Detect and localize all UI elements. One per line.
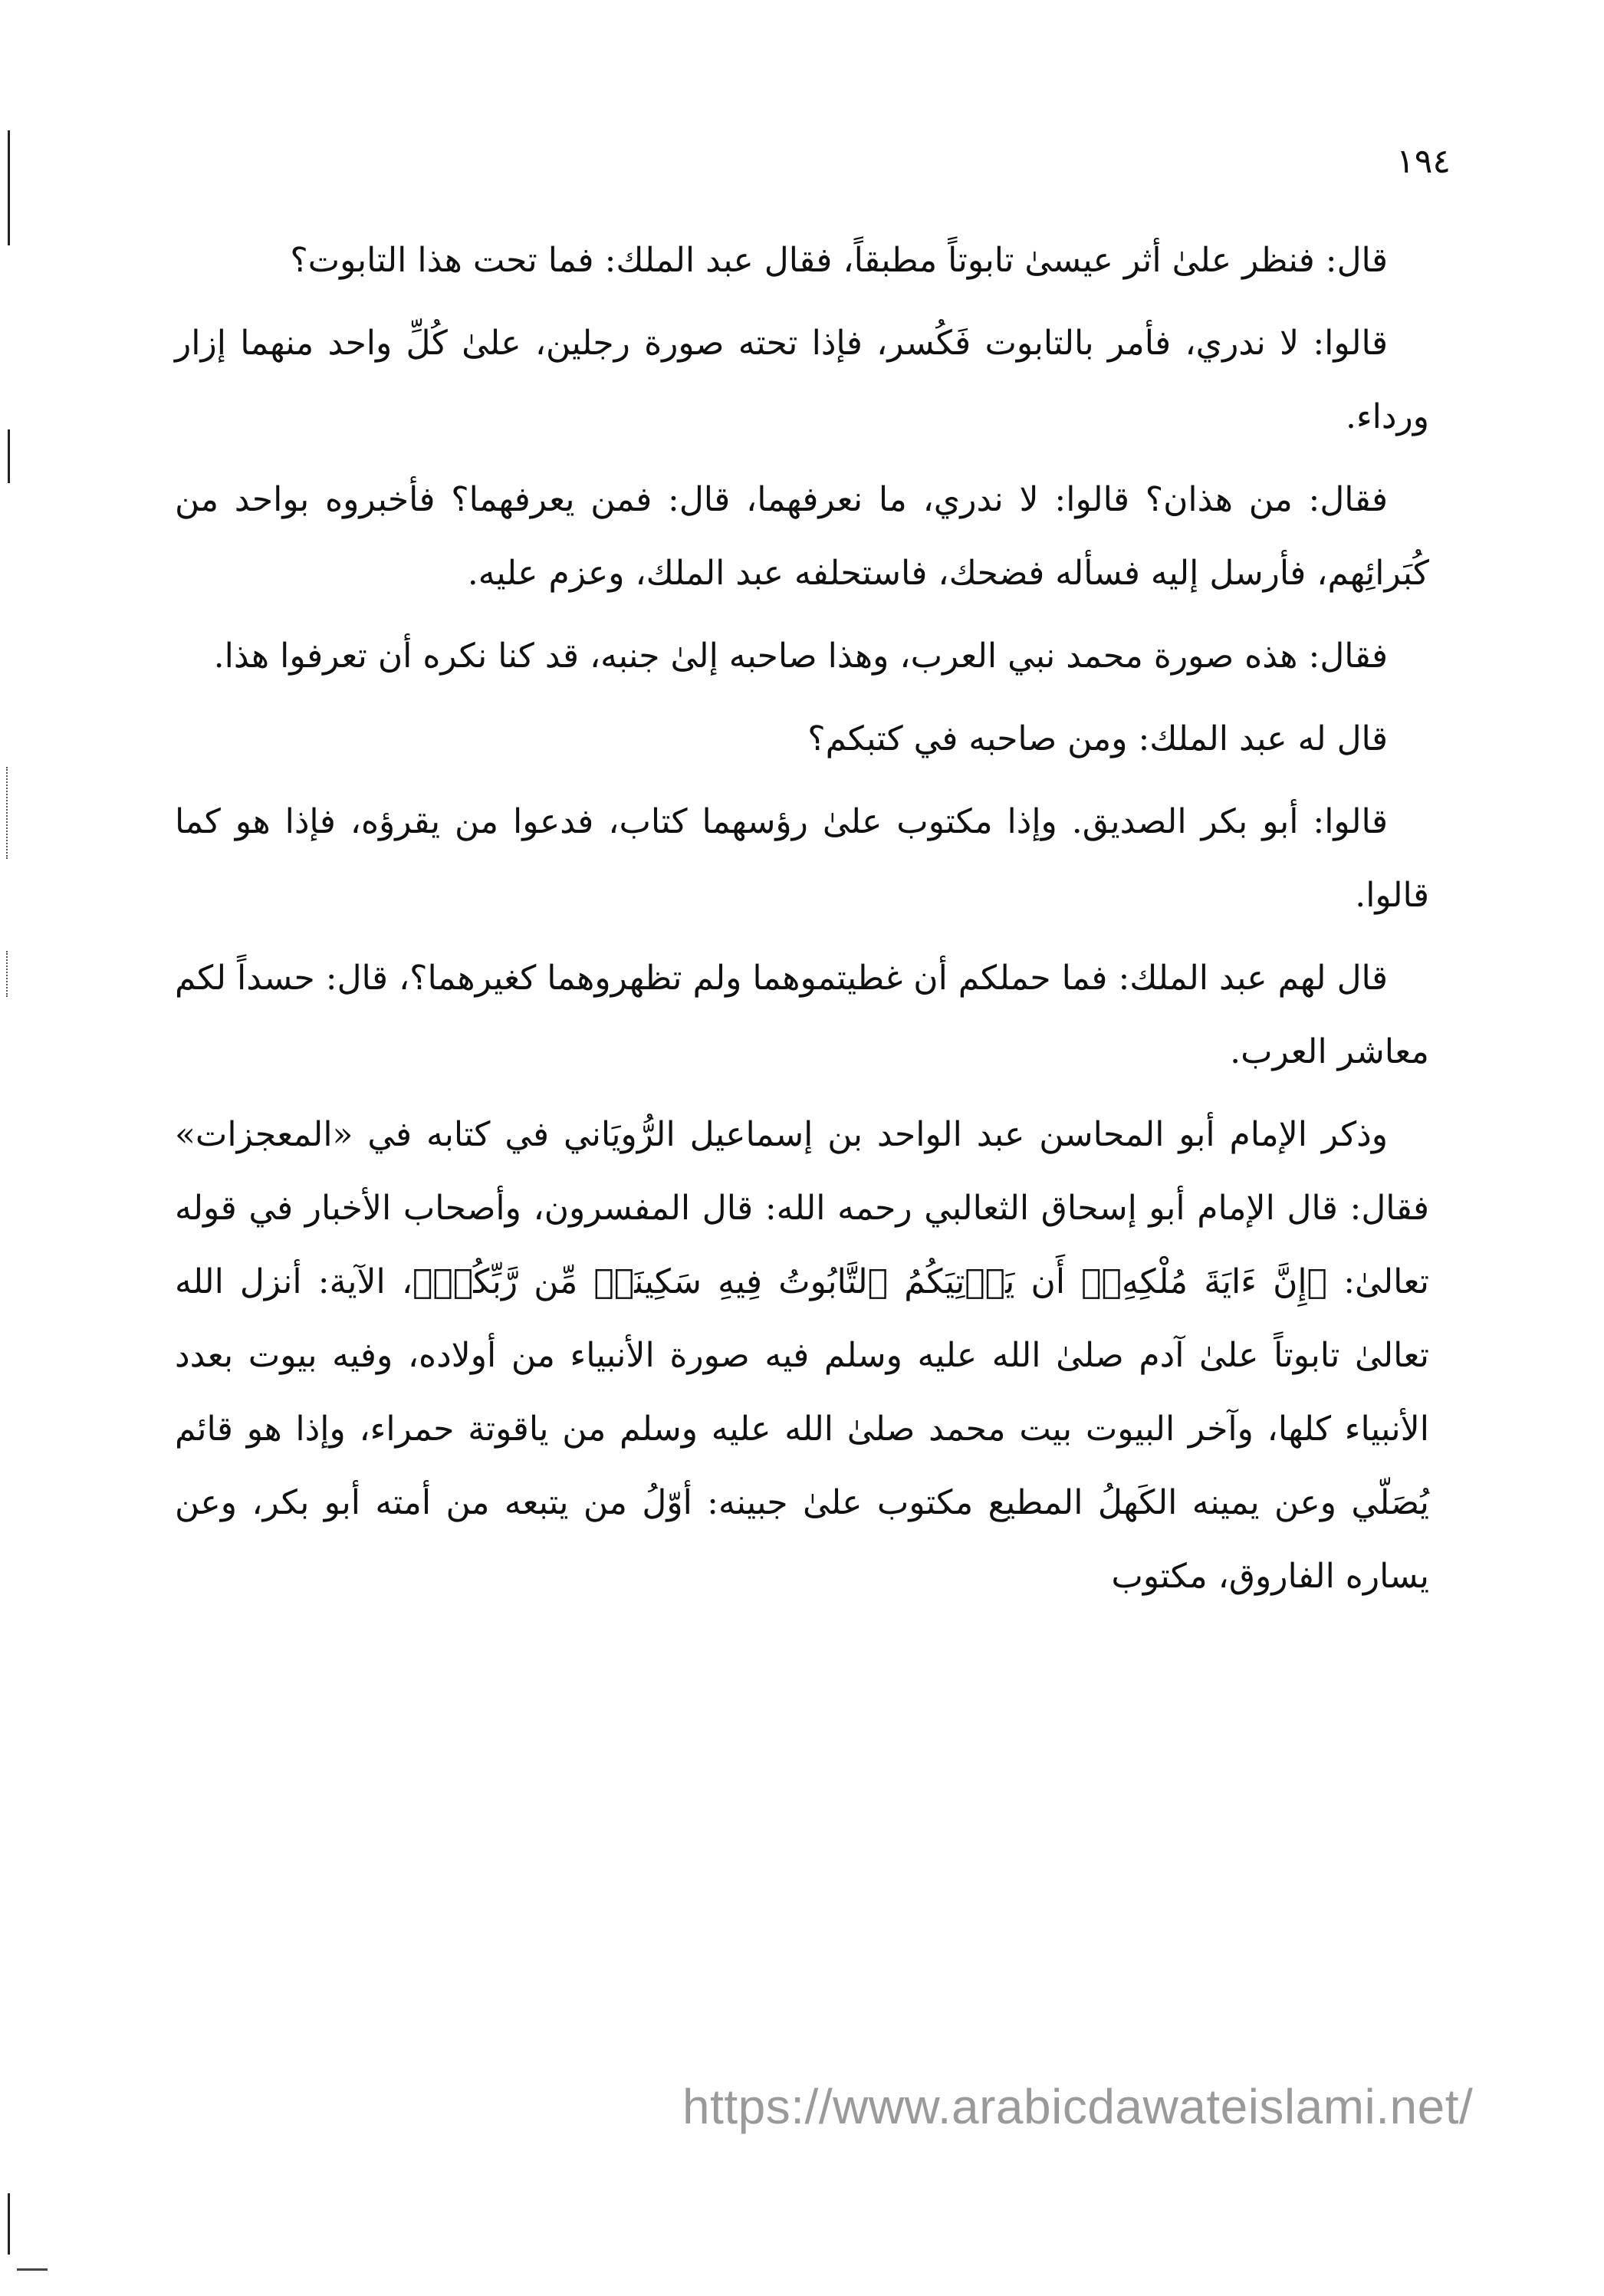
paragraph: قالوا: لا ندري، فأمر بالتابوت فَكُسر، فإذا تحته صورة رجلين، علىٰ كُلِّ واحد منهما إزار ورداء. bbox=[175, 324, 1429, 436]
paragraph: فقال: من هذان؟ قالوا: لا ندري، ما نعرفهما، قال: فمن يعرفهما؟ فأخبروه بواحد من كُبَرائِهم، فأرسل إليه فسأله فضحك، فاستحلفه عبد الملك، وعزم عليه. bbox=[175, 480, 1429, 593]
paragraph: قال له عبد الملك: ومن صاحبه في كتبكم؟ bbox=[807, 719, 1388, 758]
scan-edge-mark bbox=[8, 130, 10, 245]
scan-edge-dots bbox=[6, 767, 9, 859]
scan-edge-mark bbox=[8, 2193, 10, 2255]
paragraph: فقال: هذه صورة محمد نبي العرب، وهذا صاحبه إلىٰ جنبه، قد كنا نكره أن تعرفوا هذا. bbox=[213, 636, 1388, 676]
scan-edge-mark bbox=[8, 429, 10, 483]
paragraph: قال لهم عبد الملك: فما حملكم أن غطيتموهما ولم تظهروهما كغيرهما؟، قال: حسداً لكم معاشر العرب. bbox=[175, 959, 1429, 1071]
scan-edge-dots bbox=[6, 951, 9, 997]
paragraph: وذكر الإمام أبو المحاسن عبد الواحد بن إسماعيل الرُّويَاني في كتابه في «المعجزات» فقال: قال الإمام أبو إسحاق الثعالبي رحمه الله: قال المفسرون، وأصحاب الأخبار في قوله تعالىٰ: ﴿إِنَّ ءَايَةَ مُلْكِهِۦٓ أَن يَأۡتِيَكُمُ ٱلتَّابُوتُ فِيهِ سَكِينَةٞ مِّن رَّبِّكُمۡ﴾، الآية: أنزل الله تعالىٰ تابوتاً علىٰ آدم صلىٰ الله عليه وسلم فيه صورة الأنبياء من أولاده، وفيه بيوت بعدد الأنبياء كلها، وآخر البيوت بيت محمد صلىٰ الله عليه وسلم من ياقوتة حمراء، وإذا هو قائم يُصَلّي وعن يمينه الكَهلُ المطيع مكتوب علىٰ جبينه: أوّلُ من يتبعه من أمته أبو بكر، وعن يساره الفاروق، مكتوب bbox=[175, 1115, 1429, 1596]
scan-edge-mark bbox=[17, 2268, 48, 2271]
website-watermark: https://www.arabicdawateislami.net/ bbox=[682, 2079, 1474, 2134]
paragraph: قال: فنظر علىٰ أثر عيسىٰ تابوتاً مطبقاً، فقال عبد الملك: فما تحت هذا التابوت؟ bbox=[290, 241, 1388, 280]
page-number: ١٩٤ bbox=[1396, 142, 1451, 181]
paragraph: قالوا: أبو بكر الصديق. وإذا مكتوب علىٰ رؤسهما كتاب، فدعوا من يقرؤه، فإذا هو كما قالوا. bbox=[175, 802, 1429, 915]
body-text bbox=[175, 224, 1429, 1613]
